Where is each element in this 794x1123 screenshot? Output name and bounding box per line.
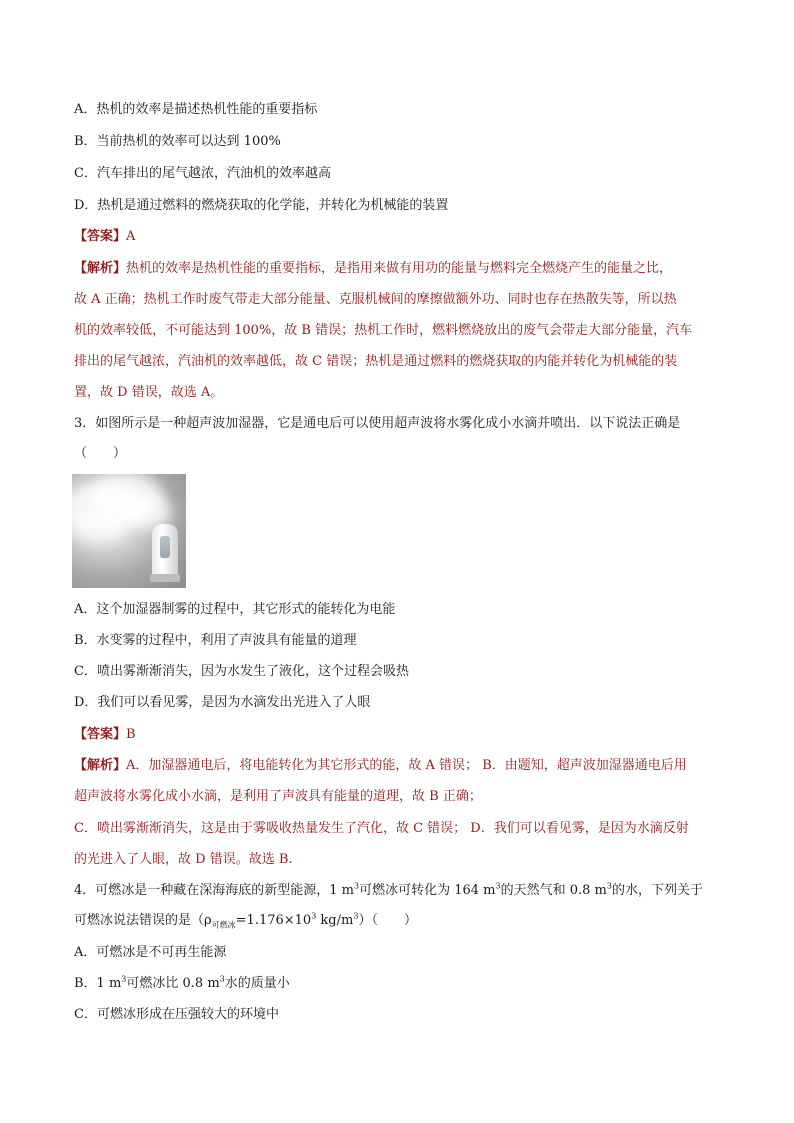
answer-tag: 【答案】	[74, 229, 127, 244]
q3-analysis-line-1: 【解析】A．加湿器通电后，将电能转化为其它形式的能，故 A 错误； B．由题知，超声波加湿器通电后用	[74, 758, 687, 773]
answer-value: A	[126, 229, 136, 244]
q3-analysis-line-4: 的光进入了人眼，故 D 错误。故选 B.	[74, 852, 293, 867]
q2-option-a: A．热机的效率是描述热机性能的重要指标	[74, 102, 318, 117]
q4-option-a: A．可燃冰是不可再生能源	[74, 945, 227, 960]
q3-analysis-line-2: 超声波将水雾化成小水滴，是利用了声波具有能量的道理，故 B 正确；	[74, 789, 482, 804]
q4-option-b: B．1 $m^3$可燃冰比 0.8 $m^3$水的质量小	[74, 974, 290, 991]
q2-analysis-line-5: 置，故 D 错误，故选 A。	[74, 385, 224, 400]
q3-stem-line-1: 3．如图所示是一种超声波加湿器，它是通电后可以使用超声波将水雾化成小水滴并喷出．以下说法正确是	[74, 416, 681, 431]
q3-answer	[74, 727, 734, 743]
analysis-tag: 【解析】	[74, 758, 127, 773]
q3-option-c: C．喷出雾渐渐消失，因为水发生了液化，这个过程会吸热	[74, 664, 409, 679]
answer-tag: 【答案】	[74, 727, 127, 742]
humidifier-body	[152, 524, 178, 578]
q4-stem-line-2: 可燃冰说法错误的是（$\rho_{可燃冰}=1.176\times 10^3$ $kg/m^3$）（ ）	[74, 911, 417, 930]
q2-option-c: C．汽车排出的尾气越浓，汽油机的效率越高	[74, 166, 331, 181]
q3-stem-line-2: （ ）	[74, 446, 127, 461]
humidifier-photo	[72, 474, 186, 588]
q3-option-b: B．水变雾的过程中，利用了声波具有能量的道理	[74, 633, 357, 648]
q2-analysis-line-3: 机的效率较低，不可能达到 100%，故 B 错误；热机工作时，燃料燃烧放出的废气会带走大部分能量，汽车	[74, 323, 693, 338]
answer-value: B	[126, 727, 136, 742]
q4-stem-line-1: 4．可燃冰是一种藏在深海海底的新型能源，1 $m^3$可燃冰可转化为 164 $m^3$的天然气和 0.8 $m^3$的水，下列关于	[74, 881, 703, 898]
q2-option-d: D．热机是通过燃料的燃烧获取的化学能，并转化为机械能的装置	[74, 198, 449, 213]
rho-subscript: 可燃冰	[211, 920, 236, 930]
q2-analysis-line-4: 排出的尾气越浓，汽油机的效率越低，故 C 错误；热机是通过燃料的燃烧获取的内能并转化为机械能的装	[74, 354, 678, 369]
q2-analysis-line-2: 故 A 正确；热机工作时废气带走大部分能量、克服机械间的摩擦做额外功、同时也存在热散失等，所以热	[74, 292, 677, 307]
q4-option-c: C．可燃冰形成在压强较大的环境中	[74, 1007, 279, 1022]
humidifier-base	[150, 574, 180, 582]
q3-option-d: D．我们可以看见雾，是因为水滴发出光进入了人眼	[74, 695, 371, 710]
q3-option-a: A．这个加湿器制雾的过程中，其它形式的能转化为电能	[74, 602, 396, 617]
q2-analysis-line-1: 【解析】热机的效率是热机性能的重要指标，是指用来做有用功的能量与燃料完全燃烧产生的能量之比，	[74, 261, 673, 276]
q2-answer	[74, 229, 734, 245]
analysis-tag: 【解析】	[74, 261, 127, 276]
q3-analysis-line-3: C．喷出雾渐渐消失，这是由于雾吸收热量发生了汽化，故 C 错误； D．我们可以看见雾，是因为水滴反射	[74, 821, 689, 836]
q2-option-b: B．当前热机的效率可以达到 100%	[74, 134, 281, 149]
